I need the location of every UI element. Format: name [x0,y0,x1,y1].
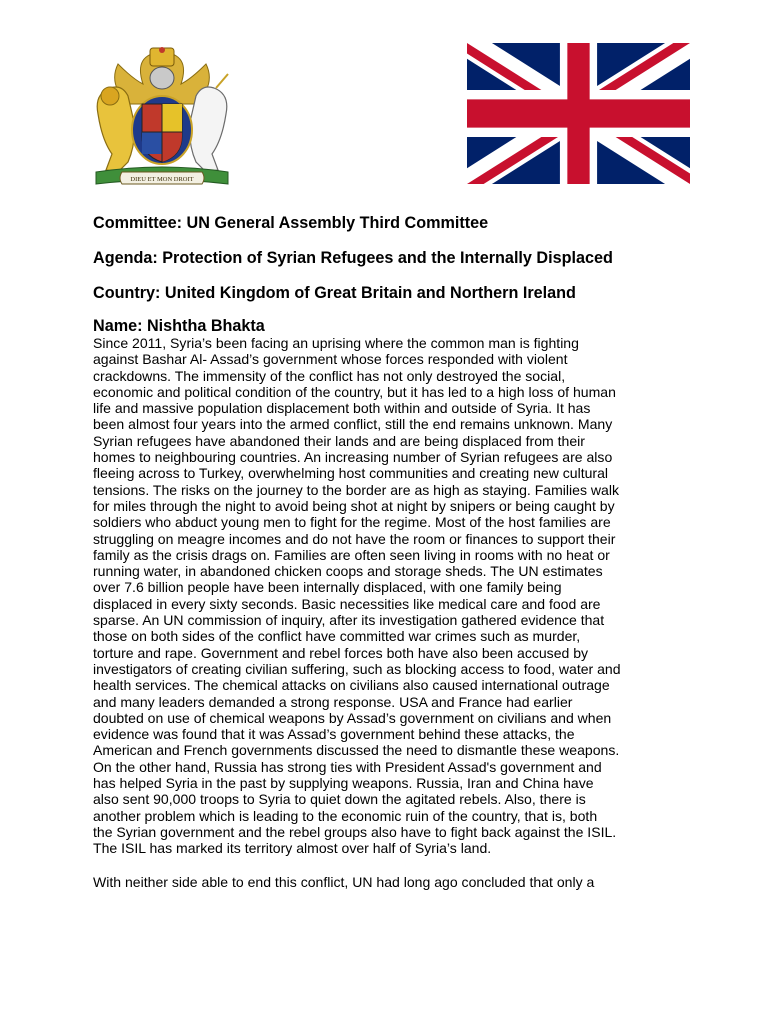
body-text-line: torture and rape. Government and rebel forces both have also been accused by [93,644,589,661]
body-text-line: sparse. An UN commission of inquiry, after its investigation gathered evidence that [93,612,605,629]
body-text-line: fleeing across to Turkey, overwhelming host communities and creating new cultural [93,465,609,482]
body-text-line: tensions. The risks on the journey to the border are as high as staying. Families walk [93,481,619,498]
body-text-line: family as the crisis drags on. Families are often seen living in rooms with no heat or [93,546,610,563]
body-text-line: those on both sides of the conflict have committed war crimes such as murder, [93,628,581,645]
body-text-line: soldiers who abduct young men to fight for the regime. Most of the host families are [93,514,611,531]
body-text-line: Since 2011, Syria’s been facing an uprising where the common man is fighting [93,335,579,351]
body-text-line: been almost four years into the armed conflict, still the end remains unknown. Many [93,416,613,433]
body-text-line: against Bashar Al- Assad’s government whose forces responded with violent [93,351,568,368]
committee-heading: Committee: UN General Assembly Third Committee [93,214,489,232]
body-text-line: investigators of creating civilian suffering, such as blocking access to food, water and [93,660,621,677]
body-text-line: doubted on use of chemical weapons by Assad’s government on civilians and when [93,709,612,726]
body-text-line: Syrian refugees have abandoned their lands and are being displaced from their [93,432,585,449]
body-text-line: economic and political condition of the country, but it has led to a high loss of human [93,383,616,400]
body-text-line: has helped Syria in the past by supplying weapons. Russia, Iran and China have [93,775,594,792]
body-text-line: On the other hand, Russia has strong ties with President Assad's government and [93,758,602,775]
body-text-line: running water, in abandoned chicken coops and storage sheds. The UN estimates [93,563,603,580]
body-text-line: the Syrian government and the rebel groups also have to fight back against the ISIL. [93,823,617,840]
body-text-line: American and French governments discussed the need to dismantle these weapons. [93,742,620,759]
body-text-line: displaced in every sixty seconds. Basic necessities like medical care and food are [93,595,601,612]
body-text-line: over 7.6 billion people have been internally displaced, with one family being [93,579,562,596]
agenda-heading: Agenda: Protection of Syrian Refugees and the Internally Displaced [93,249,613,267]
name-heading: Name: Nishtha Bhakta [93,317,265,335]
body-text-line: struggling on meagre incomes and do not have the room or finances to support their [93,530,616,547]
body-text-line: and many leaders demanded a strong response. USA and France had earlier [93,693,573,710]
body-text-line: for miles through the night to avoid being shot at night by snipers or being caught by [93,497,615,514]
crest-motto: DIEU ET MON DROIT [130,176,194,183]
body-text-line: another problem which is leading to the economic ruin of the country, that is, both [93,807,598,824]
country-heading: Country: United Kingdom of Great Britain and Northern Ireland [93,284,576,302]
body-text-line: health services. The chemical attacks on civilians also caused international outrage [93,677,610,694]
body-text-line: evidence was found that it was Assad’s government behind these attacks, the [93,726,575,743]
position-paper-body [93,335,683,890]
body-text-line: also sent 90,000 troops to Syria to quiet down the agitated rebels. Also, there is [93,791,586,808]
body-paragraph-2 [93,874,683,890]
body-text-line: crackdowns. The immensity of the conflict has not only destroyed the social, [93,367,566,384]
body-text-line: life and massive population displacement both within and outside of Syria. It has [93,400,591,417]
body-text-line: homes to neighbouring countries. An increasing number of Syrian refugees are also [93,449,613,466]
body-paragraph-1 [93,335,683,857]
body-text-line: With neither side able to end this conflict, UN had long ago concluded that only a [93,873,595,890]
royal-coat-of-arms-icon [88,44,236,190]
body-text-line: The ISIL has marked its territory almost over half of Syria’s land. [93,840,492,857]
union-jack-flag-icon [467,43,690,184]
